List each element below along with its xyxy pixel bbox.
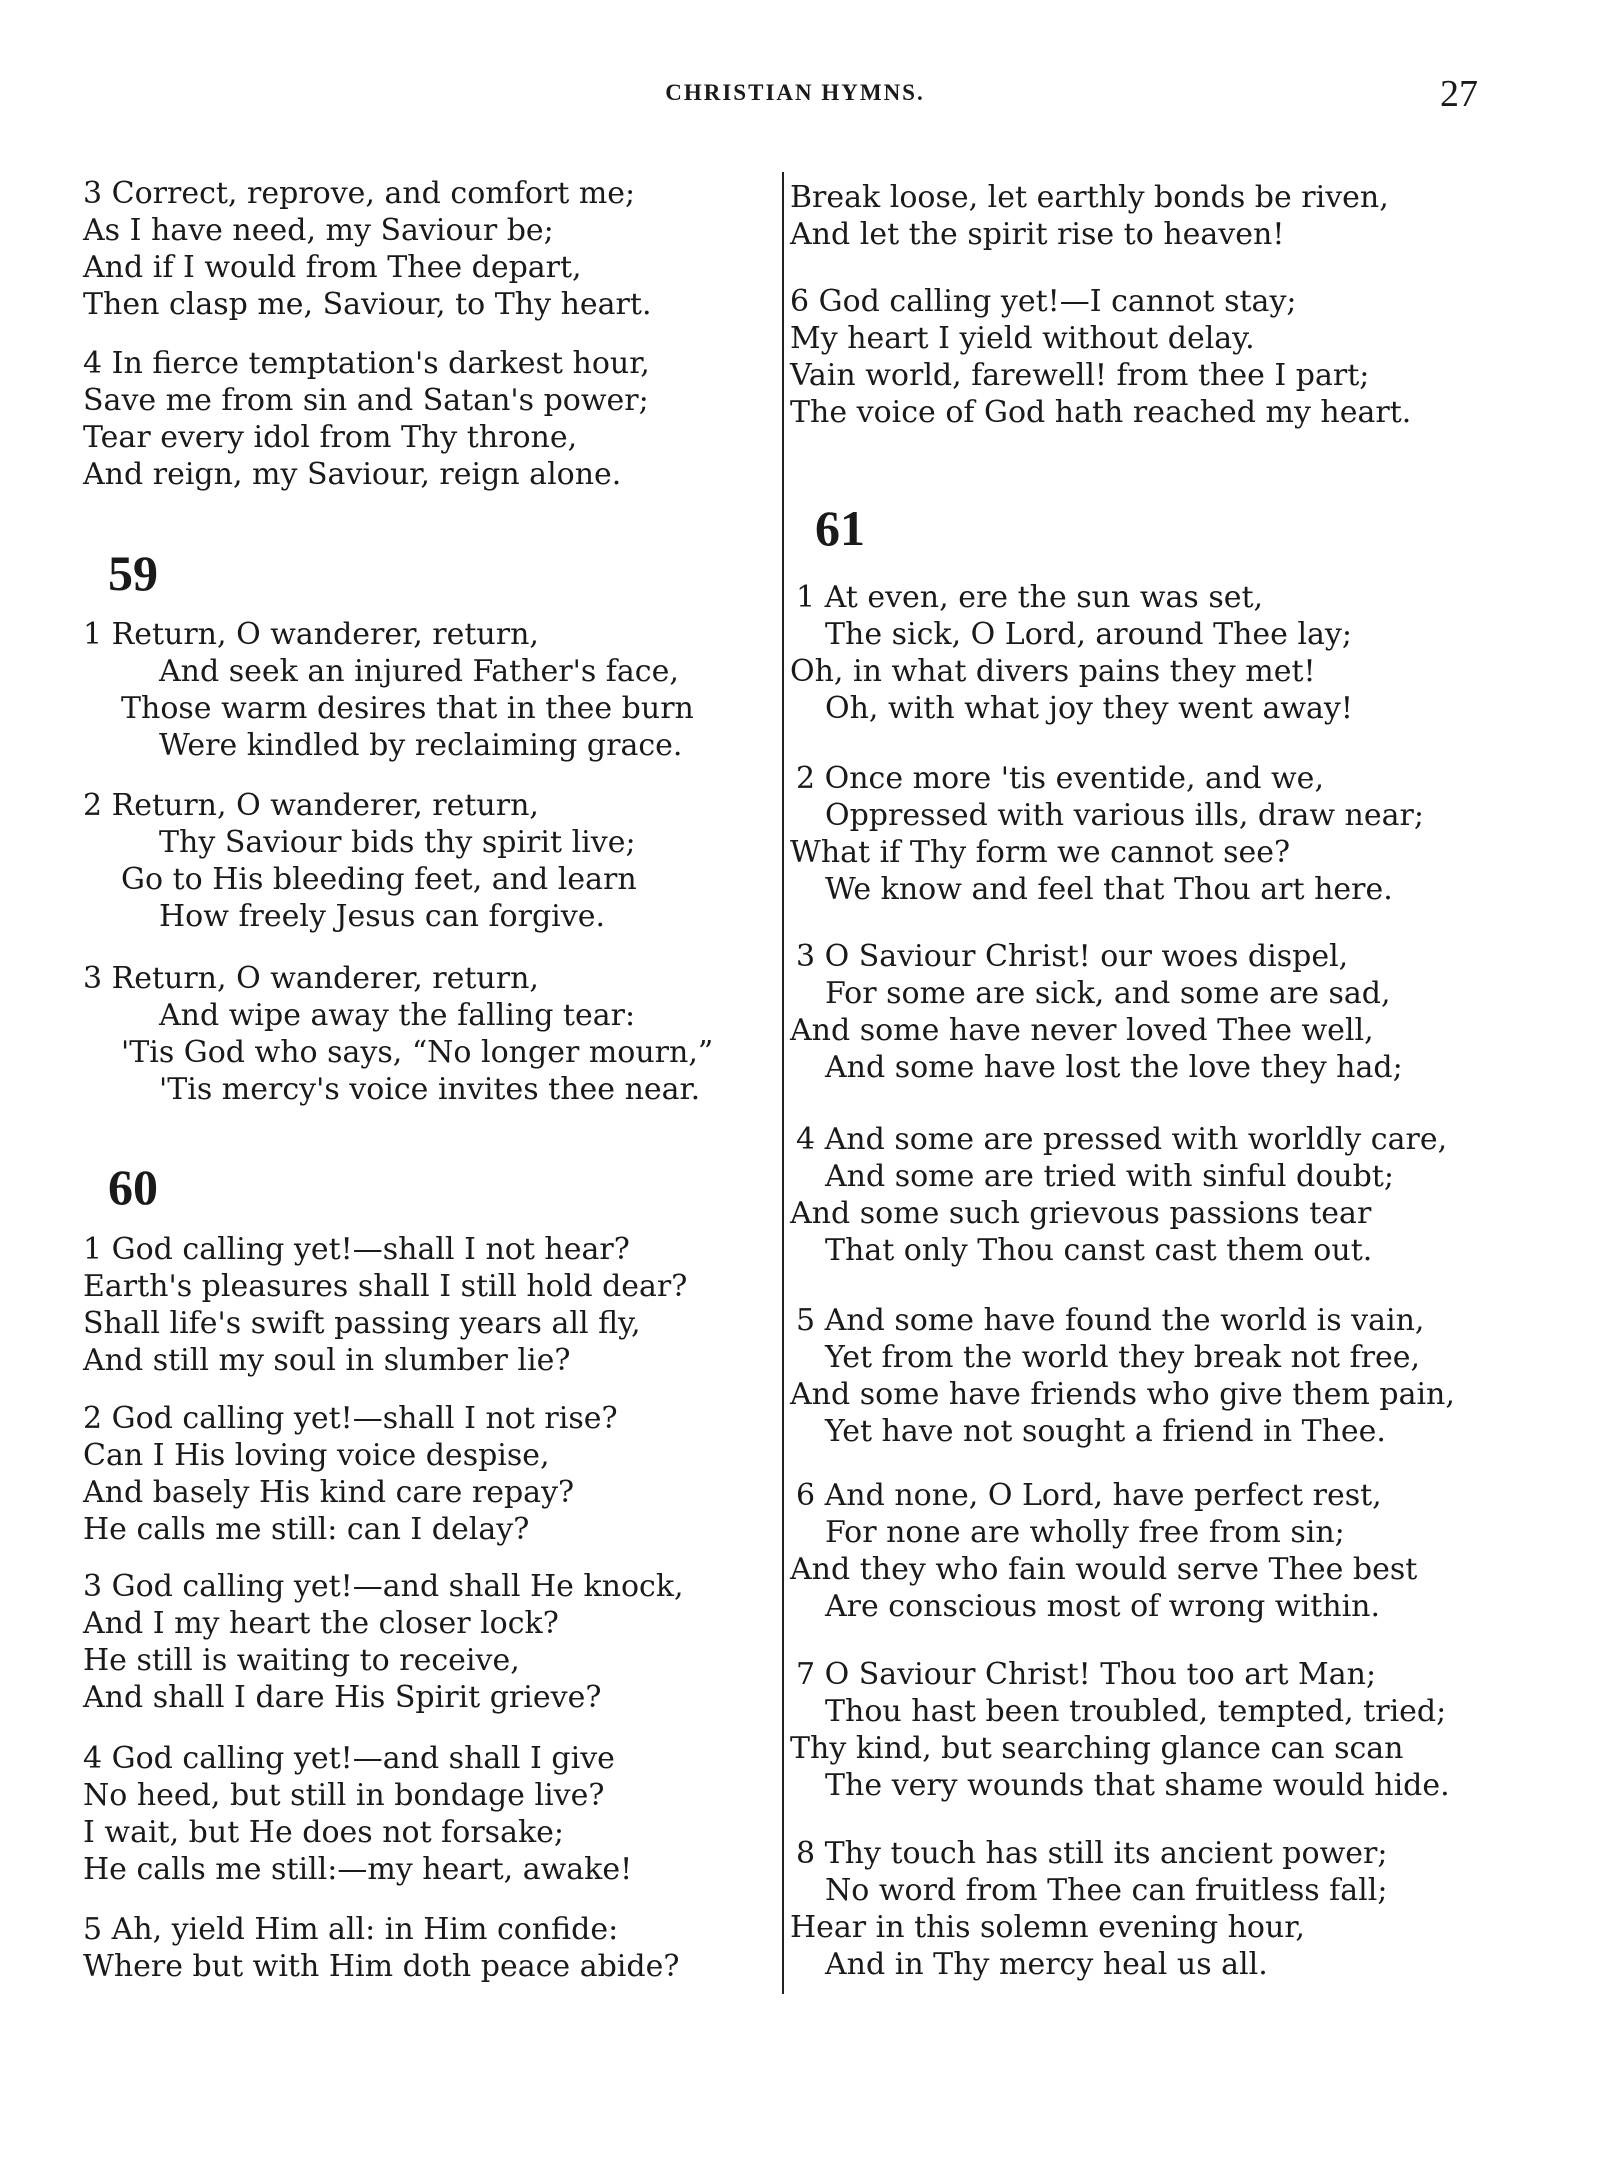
verse-line: My heart I yield without delay. (790, 321, 1255, 356)
verse-line: He still is waiting to receive, (83, 1643, 520, 1678)
verse-line: We know and feel that Thou art here. (825, 872, 1393, 907)
verse-line: 3 Return, O wanderer, return, (83, 961, 539, 996)
verse-line: 6 God calling yet!—I cannot stay; (790, 284, 1297, 319)
verse-line: For none are wholly free from sin; (825, 1515, 1345, 1550)
verse-line: Break loose, let earthly bonds be riven, (790, 180, 1389, 215)
stanza (790, 1121, 1447, 1269)
stanza (83, 1568, 684, 1716)
verse-line: Hear in this solemn evening hour, (790, 1910, 1305, 1945)
verse-line: Where but with Him doth peace abide? (83, 1949, 680, 1984)
verse-line: Shall life's swift passing years all fly, (83, 1306, 641, 1341)
verse-line: Save me from sin and Satan's power; (83, 383, 649, 418)
verse-line: Oppressed with various ills, draw near; (825, 798, 1424, 833)
verse-line: 'Tis mercy's voice invites thee near. (159, 1072, 701, 1107)
verse-line: He calls me still:—my heart, awake! (83, 1852, 633, 1887)
verse-line: Oh, in what divers pains they met! (790, 654, 1316, 689)
verse-line: 5 Ah, yield Him all: in Him confide: (83, 1912, 619, 1947)
stanza (83, 616, 694, 764)
verse-line: How freely Jesus can forgive. (159, 899, 605, 934)
verse-line: Then clasp me, Saviour, to Thy heart. (83, 287, 652, 322)
stanza (83, 1740, 632, 1888)
verse-line: Thou hast been troubled, tempted, tried; (825, 1694, 1447, 1729)
verse-line: And some have never loved Thee well, (790, 1013, 1374, 1048)
stanza (83, 960, 713, 1108)
verse-line: 'Tis God who says, “No longer mourn,” (121, 1035, 714, 1070)
verse-line: And some such grievous passions tear (790, 1196, 1372, 1231)
hymn-number-heading: 60 (108, 1159, 158, 1215)
verse-line: 4 God calling yet!—and shall I give (83, 1741, 615, 1776)
verse-line: Go to His bleeding feet, and learn (121, 862, 637, 897)
verse-line: 1 Return, O wanderer, return, (83, 617, 539, 652)
stanza (790, 283, 1411, 431)
stanza (790, 1477, 1417, 1625)
stanza (83, 1231, 687, 1379)
verse-line: And shall I dare His Spirit grieve? (83, 1680, 602, 1715)
stanza (83, 175, 651, 323)
verse-line: As I have need, my Saviour be; (83, 213, 554, 248)
verse-line: Can I His loving voice despise, (83, 1438, 550, 1473)
verse-line: Vain world, farewell! from thee I part; (790, 358, 1370, 393)
stanza (83, 1400, 618, 1548)
verse-line: Yet from the world they break not free, (825, 1340, 1421, 1375)
stanza (83, 787, 637, 935)
stanza (790, 179, 1389, 253)
verse-line: The sick, O Lord, around Thee lay; (825, 617, 1352, 652)
stanza (83, 345, 650, 493)
column-divider (782, 172, 784, 1994)
verse-line: 2 God calling yet!—shall I not rise? (83, 1401, 618, 1436)
verse-line: And some are tried with sinful doubt; (825, 1159, 1394, 1194)
verse-line: Tear every idol from Thy throne, (83, 420, 578, 455)
verse-line: 4 In fierce temptation's darkest hour, (83, 346, 650, 381)
verse-line: And some have lost the love they had; (825, 1050, 1403, 1085)
verse-line: 6 And none, O Lord, have perfect rest, (796, 1478, 1382, 1513)
verse-line: 3 God calling yet!—and shall He knock, (83, 1569, 684, 1604)
verse-line: And seek an injured Father's face, (159, 654, 679, 689)
verse-line: And basely His kind care repay? (83, 1475, 575, 1510)
verse-line: He calls me still: can I delay? (83, 1512, 530, 1547)
verse-line: Thy kind, but searching glance can scan (790, 1731, 1404, 1766)
running-header: CHRISTIAN HYMNS. (665, 80, 925, 105)
verse-line: Earth's pleasures shall I still hold dear? (83, 1269, 688, 1304)
page-number: 27 (1440, 73, 1478, 115)
stanza (790, 1656, 1450, 1804)
stanza (790, 579, 1353, 727)
verse-line: And if I would from Thee depart, (83, 250, 582, 285)
verse-line: And some have friends who give them pain, (790, 1377, 1455, 1412)
stanza (790, 1302, 1455, 1450)
hymn-number-heading: 59 (108, 545, 158, 601)
verse-line: Oh, with what joy they went away! (825, 691, 1353, 726)
verse-line: Thy Saviour bids thy spirit live; (159, 825, 636, 860)
stanza (790, 938, 1403, 1086)
verse-line: 4 And some are pressed with worldly care, (796, 1122, 1448, 1157)
verse-line: And wipe away the falling tear: (159, 998, 636, 1033)
verse-line: 7 O Saviour Christ! Thou too art Man; (796, 1657, 1377, 1692)
verse-line: I wait, but He does not forsake; (83, 1815, 564, 1850)
verse-line: The voice of God hath reached my heart. (790, 395, 1412, 430)
verse-line: 3 O Saviour Christ! our woes dispel, (796, 939, 1349, 974)
verse-line: And let the spirit rise to heaven! (790, 217, 1285, 252)
verse-line: And in Thy mercy heal us all. (825, 1947, 1268, 1982)
verse-line: 2 Once more 'tis eventide, and we, (796, 761, 1324, 796)
verse-line: What if Thy form we cannot see? (790, 835, 1291, 870)
verse-line: And they who fain would serve Thee best (790, 1552, 1418, 1587)
verse-line: 1 At even, ere the sun was set, (796, 580, 1264, 615)
verse-line: For some are sick, and some are sad, (825, 976, 1391, 1011)
stanza (790, 1835, 1387, 1983)
stanza (83, 1911, 679, 1985)
verse-line: And still my soul in slumber lie? (83, 1343, 571, 1378)
verse-line: 3 Correct, reprove, and comfort me; (83, 176, 636, 211)
verse-line: Are conscious most of wrong within. (825, 1589, 1381, 1624)
verse-line: Yet have not sought a friend in Thee. (825, 1414, 1386, 1449)
hymn-number-heading: 61 (815, 500, 865, 556)
verse-line: Were kindled by reclaiming grace. (159, 728, 683, 763)
verse-line: And I my heart the closer lock? (83, 1606, 559, 1641)
verse-line: 2 Return, O wanderer, return, (83, 788, 539, 823)
stanza (790, 760, 1424, 908)
verse-line: That only Thou canst cast them out. (825, 1233, 1373, 1268)
verse-line: Those warm desires that in thee burn (121, 691, 694, 726)
verse-line: No word from Thee can fruitless fall; (825, 1873, 1388, 1908)
verse-line: And reign, my Saviour, reign alone. (83, 457, 622, 492)
verse-line: 1 God calling yet!—shall I not hear? (83, 1232, 630, 1267)
verse-line: No heed, but still in bondage live? (83, 1778, 605, 1813)
verse-line: The very wounds that shame would hide. (825, 1768, 1450, 1803)
verse-line: 8 Thy touch has still its ancient power; (796, 1836, 1388, 1871)
verse-line: 5 And some have found the world is vain, (796, 1303, 1425, 1338)
